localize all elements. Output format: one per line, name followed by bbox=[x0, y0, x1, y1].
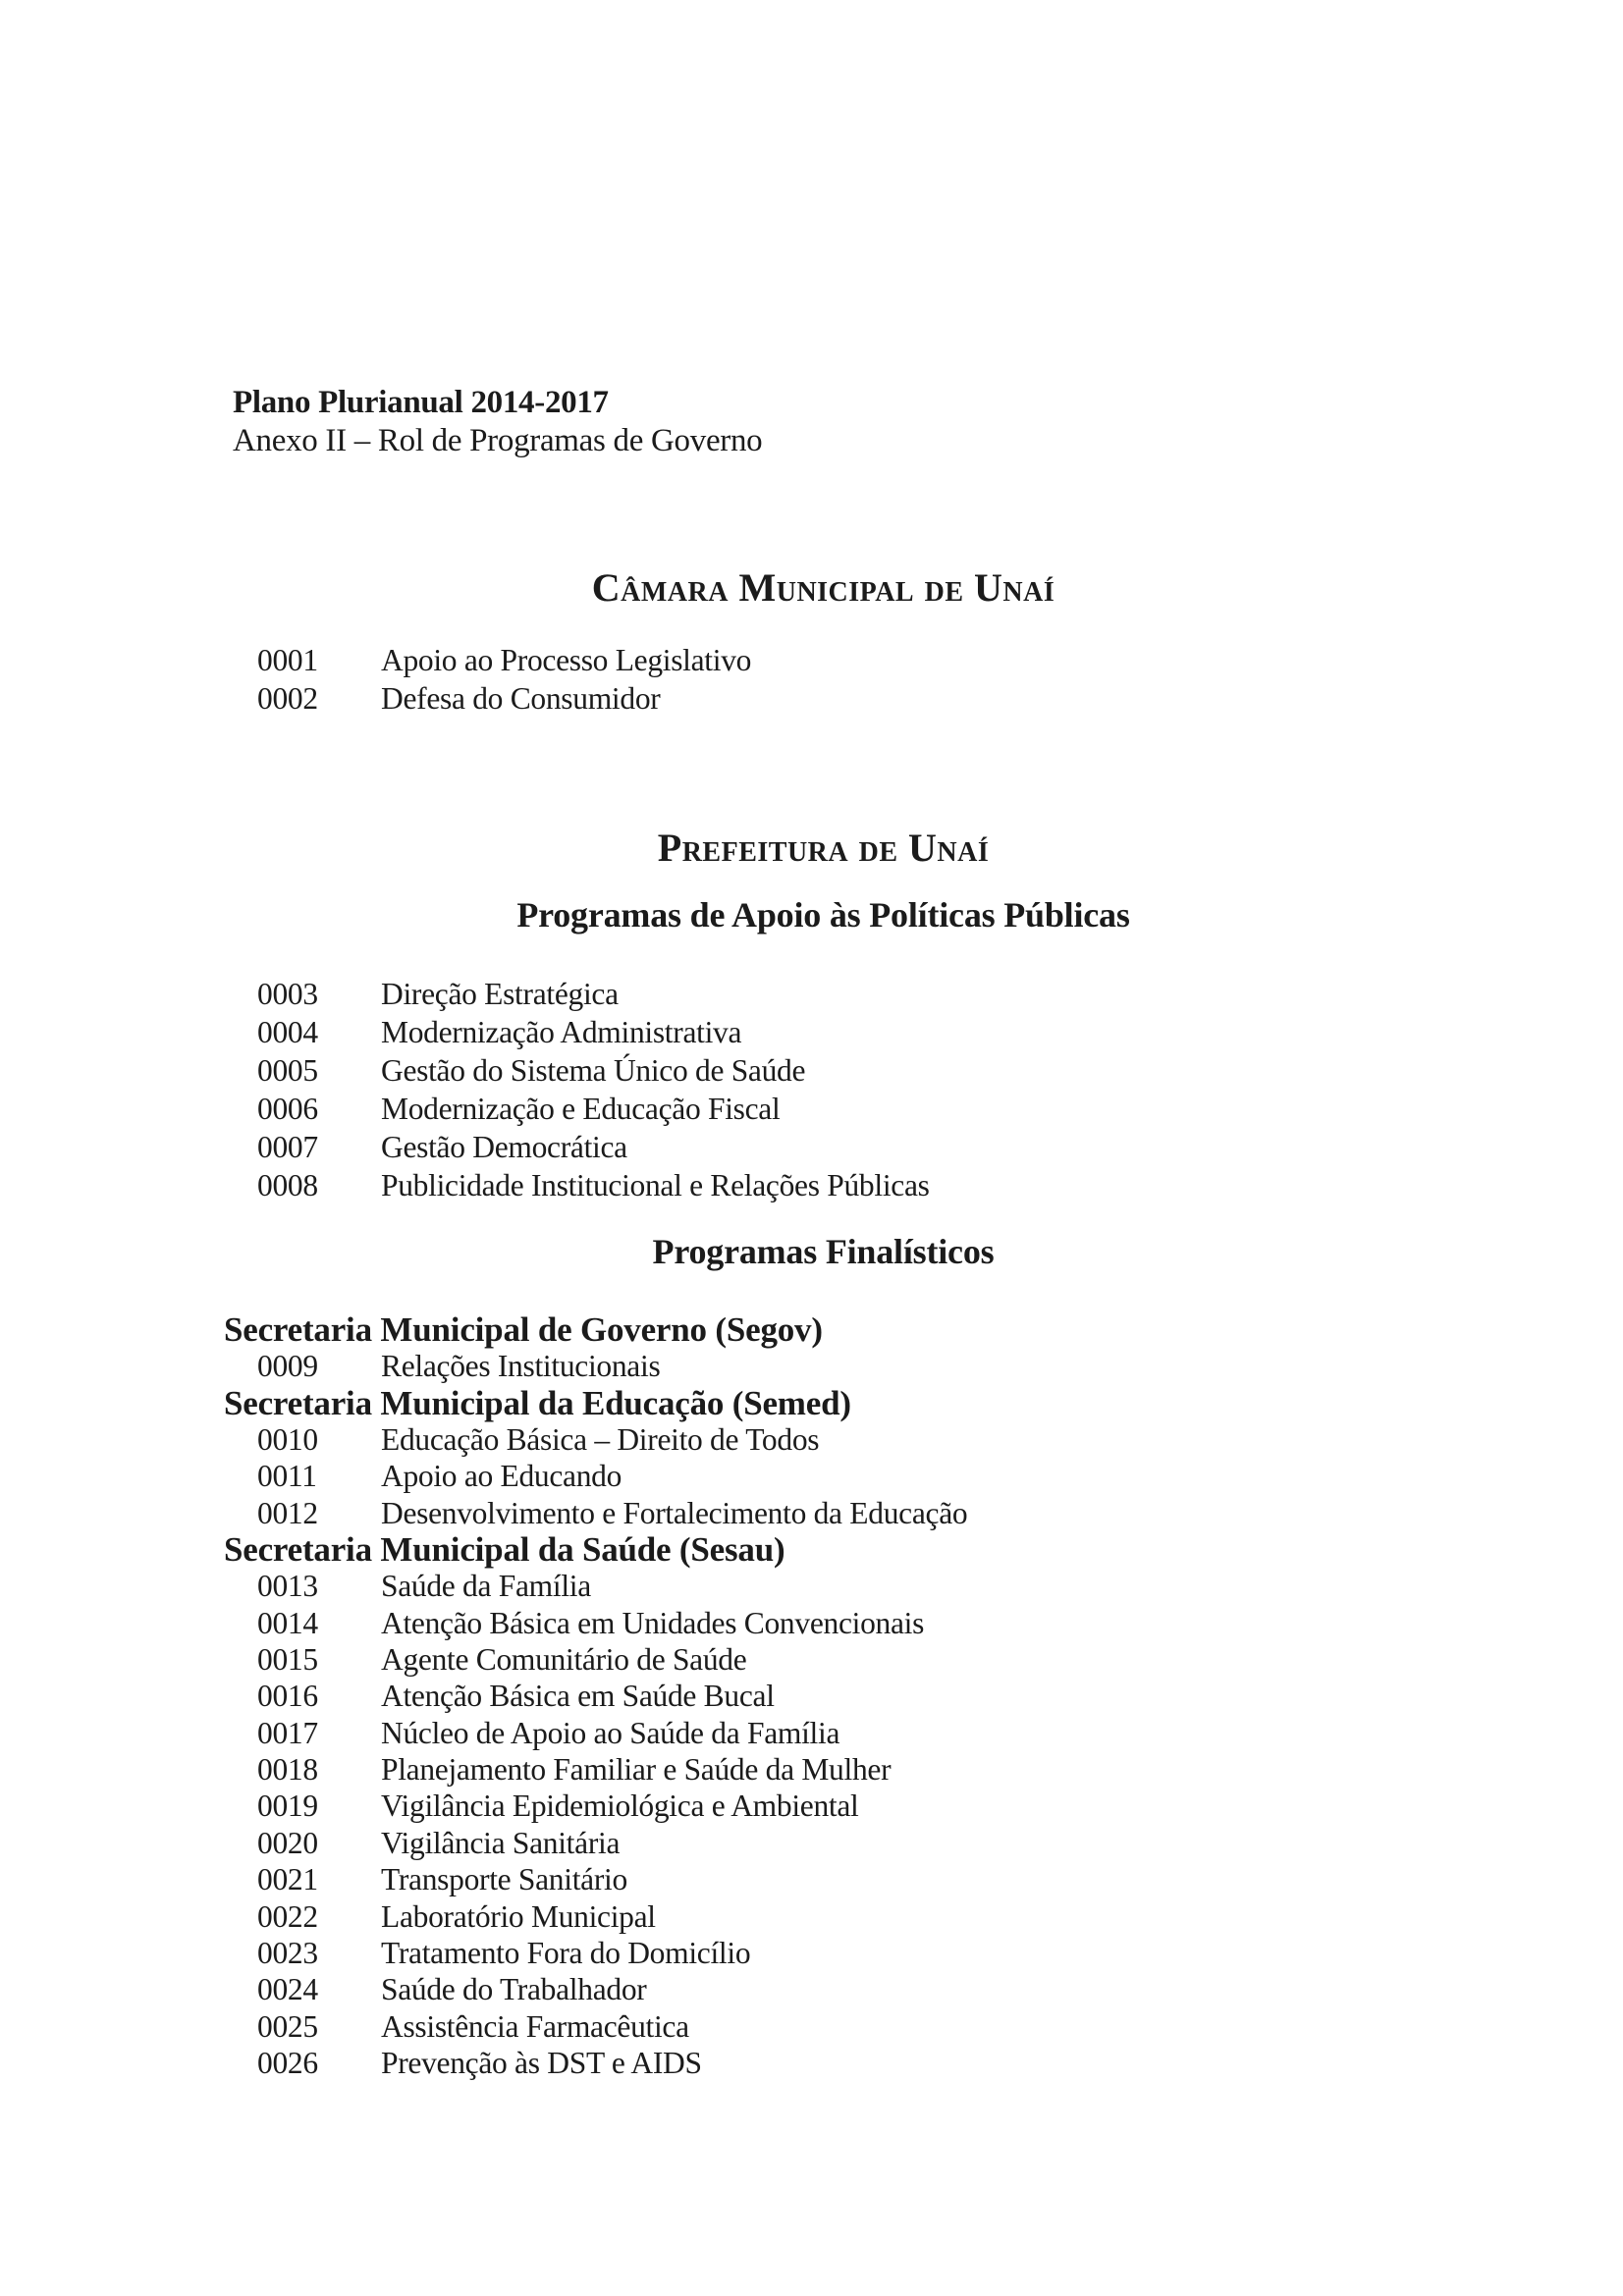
program-code: 0009 bbox=[257, 1349, 318, 1384]
program-row bbox=[0, 679, 1623, 718]
program-row bbox=[0, 1898, 1623, 1935]
program-code: 0011 bbox=[257, 1459, 317, 1494]
program-row bbox=[0, 1971, 1623, 2007]
program-code: 0024 bbox=[257, 1972, 318, 2007]
document-subtitle: Anexo II – Rol de Programas de Governo bbox=[233, 423, 763, 458]
program-code: 0006 bbox=[257, 1092, 318, 1126]
secretaria-heading-semed: Secretaria Municipal da Educação (Semed) bbox=[224, 1383, 851, 1422]
program-name: Direção Estratégica bbox=[381, 977, 619, 1011]
program-row bbox=[0, 1051, 1623, 1090]
program-code: 0003 bbox=[257, 977, 318, 1011]
program-row bbox=[0, 641, 1623, 679]
program-name: Apoio ao Processo Legislativo bbox=[381, 643, 752, 677]
program-row bbox=[0, 1166, 1623, 1204]
program-name: Modernização Administrativa bbox=[381, 1015, 742, 1049]
program-name: Atenção Básica em Saúde Bucal bbox=[381, 1679, 775, 1714]
program-name: Gestão do Sistema Único de Saúde bbox=[381, 1053, 806, 1088]
program-code: 0025 bbox=[257, 2008, 318, 2044]
program-name: Planejamento Familiar e Saúde da Mulher bbox=[381, 1752, 892, 1788]
program-code: 0005 bbox=[257, 1053, 318, 1088]
program-name: Vigilância Epidemiológica e Ambiental bbox=[381, 1789, 859, 1824]
program-row bbox=[0, 1013, 1623, 1051]
program-name: Defesa do Consumidor bbox=[381, 681, 661, 716]
program-row bbox=[0, 1495, 1623, 1531]
section-heading-camara: Câmara Municipal de Unaí bbox=[591, 565, 1055, 610]
program-row bbox=[0, 975, 1623, 1013]
program-code: 0017 bbox=[257, 1715, 318, 1750]
program-name: Núcleo de Apoio ao Saúde da Família bbox=[381, 1715, 840, 1750]
program-row bbox=[0, 1421, 1623, 1458]
program-name: Tratamento Fora do Domicílio bbox=[381, 1935, 751, 1970]
program-name: Desenvolvimento e Fortalecimento da Educação bbox=[381, 1495, 968, 1530]
program-row bbox=[0, 1458, 1623, 1494]
program-row bbox=[0, 1825, 1623, 1861]
program-name: Modernização e Educação Fiscal bbox=[381, 1092, 781, 1126]
program-code: 0014 bbox=[257, 1605, 318, 1640]
program-name: Apoio ao Educando bbox=[381, 1459, 622, 1494]
program-code: 0019 bbox=[257, 1789, 318, 1824]
program-row bbox=[0, 1568, 1623, 1604]
program-code: 0023 bbox=[257, 1935, 318, 1970]
program-list-apoio bbox=[0, 975, 1623, 1204]
program-row bbox=[0, 1678, 1623, 1714]
program-row bbox=[0, 2045, 1623, 2081]
program-row bbox=[0, 1348, 1623, 1384]
program-name: Relações Institucionais bbox=[381, 1349, 661, 1384]
program-row bbox=[0, 1751, 1623, 1788]
program-name: Saúde da Família bbox=[381, 1569, 591, 1604]
program-name: Transporte Sanitário bbox=[381, 1862, 627, 1897]
program-code: 0012 bbox=[257, 1495, 318, 1530]
program-code: 0015 bbox=[257, 1642, 318, 1678]
program-name: Atenção Básica em Unidades Convencionais bbox=[381, 1605, 925, 1640]
program-row bbox=[0, 1935, 1623, 1971]
program-row bbox=[0, 1090, 1623, 1128]
program-row bbox=[0, 1605, 1623, 1641]
program-row bbox=[0, 1128, 1623, 1166]
program-row bbox=[0, 1641, 1623, 1678]
program-row bbox=[0, 2008, 1623, 2045]
program-row bbox=[0, 1788, 1623, 1824]
program-code: 0004 bbox=[257, 1015, 318, 1049]
program-code: 0016 bbox=[257, 1679, 318, 1714]
program-code: 0010 bbox=[257, 1422, 318, 1458]
program-code: 0021 bbox=[257, 1862, 318, 1897]
program-name: Saúde do Trabalhador bbox=[381, 1972, 647, 2007]
program-name: Laboratório Municipal bbox=[381, 1898, 656, 1934]
secretaria-heading-sesau: Secretaria Municipal da Saúde (Sesau) bbox=[224, 1530, 785, 1570]
program-code: 0007 bbox=[257, 1130, 318, 1164]
program-code: 0020 bbox=[257, 1825, 318, 1860]
program-code: 0008 bbox=[257, 1168, 318, 1202]
program-name: Gestão Democrática bbox=[381, 1130, 627, 1164]
program-code: 0022 bbox=[257, 1898, 318, 1934]
program-name: Vigilância Sanitária bbox=[381, 1825, 621, 1860]
program-row bbox=[0, 1715, 1623, 1751]
program-row bbox=[0, 1861, 1623, 1897]
subsection-heading-apoio: Programas de Apoio às Políticas Públicas bbox=[516, 895, 1130, 934]
program-code: 0002 bbox=[257, 681, 318, 716]
document-header bbox=[233, 384, 762, 460]
program-name: Publicidade Institucional e Relações Públicas bbox=[381, 1168, 930, 1202]
document-title: Plano Plurianual 2014-2017 bbox=[233, 385, 609, 420]
program-code: 0026 bbox=[257, 2045, 318, 2080]
program-list-camara bbox=[0, 641, 1623, 718]
program-code: 0018 bbox=[257, 1752, 318, 1788]
program-name: Assistência Farmacêutica bbox=[381, 2008, 689, 2044]
subsection-heading-finalisticos: Programas Finalísticos bbox=[652, 1232, 995, 1271]
program-name: Agente Comunitário de Saúde bbox=[381, 1642, 747, 1678]
program-name: Educação Básica – Direito de Todos bbox=[381, 1422, 820, 1458]
program-code: 0001 bbox=[257, 643, 318, 677]
section-heading-prefeitura: Prefeitura de Unaí bbox=[657, 826, 990, 870]
program-name: Prevenção às DST e AIDS bbox=[381, 2045, 702, 2080]
program-code: 0013 bbox=[257, 1569, 318, 1604]
secretaria-heading-segov: Secretaria Municipal de Governo (Segov) bbox=[224, 1310, 823, 1349]
program-list-finalisticos bbox=[0, 1311, 1623, 2081]
